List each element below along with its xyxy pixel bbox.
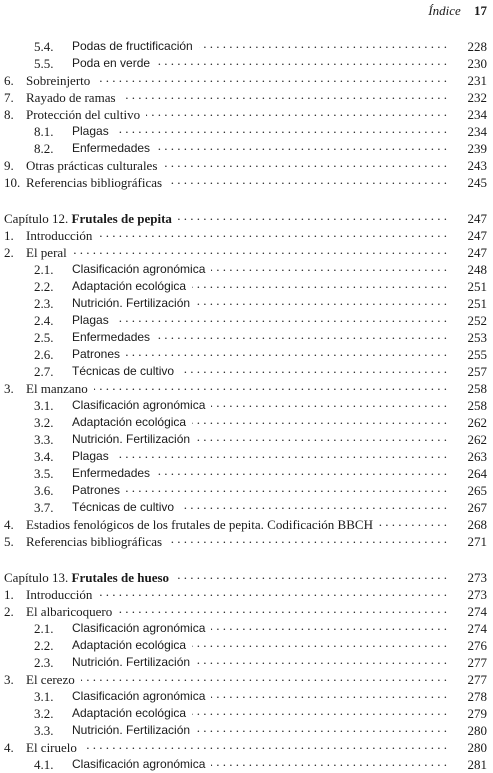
- leader-dots: [168, 171, 447, 188]
- entry-number: 3.6.: [34, 483, 54, 498]
- page-number: 263: [467, 449, 487, 464]
- page-number: 251: [467, 279, 487, 294]
- entry-number: 3.3.: [34, 723, 54, 738]
- entry-number: 3.4.: [34, 449, 54, 464]
- page-number: 248: [467, 262, 487, 277]
- entry-number: 7.: [4, 90, 14, 105]
- entry-number: 4.: [4, 517, 14, 532]
- page-header: [428, 3, 487, 19]
- leader-dots: [156, 326, 447, 343]
- entry-label: Estadios fenológicos de los frutales de pepita. Codificación BBCH: [26, 517, 373, 532]
- entry-number: 3.2.: [34, 706, 54, 721]
- page-number: 281: [467, 757, 487, 772]
- entry-label: Clasificación agronómica: [72, 621, 206, 635]
- leader-dots: [211, 258, 447, 275]
- page-number: 228: [467, 39, 487, 54]
- leader-dots: [163, 154, 447, 171]
- leader-dots: [211, 753, 447, 770]
- entry-number: 1.: [4, 228, 14, 243]
- page-number: 262: [467, 415, 487, 430]
- leader-dots: [156, 462, 447, 479]
- page-number: 262: [467, 432, 487, 447]
- entry-number: 2.7.: [34, 364, 54, 379]
- entry-label: Enfermedades: [72, 141, 151, 155]
- leader-dots: [156, 52, 447, 69]
- page-number: 268: [467, 517, 487, 532]
- page-number: 274: [467, 621, 487, 636]
- page-number: 247: [467, 228, 487, 243]
- entry-label: Adaptación ecológica: [72, 279, 187, 293]
- entry-number: 5.5.: [34, 56, 54, 71]
- leader-dots: [192, 702, 447, 719]
- leader-dots: [122, 86, 447, 103]
- page-number: 234: [467, 107, 487, 122]
- page-number: 230: [467, 56, 487, 71]
- leader-dots: [211, 394, 447, 411]
- entry-label: Nutrición. Fertilización: [72, 655, 191, 669]
- leader-dots: [115, 445, 447, 462]
- entry-number: 2.3.: [34, 655, 54, 670]
- page-number: 277: [467, 655, 487, 670]
- leader-dots: [379, 513, 447, 530]
- entry-number: 6.: [4, 73, 14, 88]
- leader-dots: [196, 651, 447, 668]
- entry-label: Otras prácticas culturales: [26, 158, 158, 173]
- leader-dots: [81, 668, 447, 685]
- page-number: 251: [467, 296, 487, 311]
- leader-dots: [192, 275, 447, 292]
- entry-label: Rayado de ramas: [26, 90, 116, 105]
- leader-dots: [211, 685, 447, 702]
- leader-dots: [180, 360, 447, 377]
- leader-dots: [115, 120, 447, 137]
- page-number: 258: [467, 398, 487, 413]
- entry-label: Patrones: [72, 347, 121, 361]
- entry-label: El cerezo: [26, 672, 75, 687]
- entry-label: Introducción: [26, 228, 93, 243]
- entry-label: Poda en verde: [72, 56, 151, 70]
- leader-dots: [211, 617, 447, 634]
- page-number: 277: [467, 672, 487, 687]
- leader-dots: [175, 566, 447, 583]
- entry-number: 3.: [4, 672, 14, 687]
- entry-label: El peral: [26, 245, 67, 260]
- leader-dots: [178, 207, 447, 224]
- entry-number: 1.: [4, 587, 14, 602]
- page-number: 278: [467, 689, 487, 704]
- entry-label: Plagas: [72, 313, 109, 327]
- entry-number: 4.1.: [34, 757, 54, 772]
- entry-label: Introducción: [26, 587, 93, 602]
- entry-label: El manzano: [26, 381, 88, 396]
- chapter-prefix: Capítulo 12.: [4, 211, 69, 226]
- leader-dots: [168, 530, 447, 547]
- entry-number: 3.: [4, 381, 14, 396]
- entry-number: 2.2.: [34, 279, 54, 294]
- chapter-title: Frutales de hueso: [71, 570, 170, 585]
- entry-label: Patrones: [72, 483, 121, 497]
- page-number: 258: [467, 381, 487, 396]
- entry-number: 3.5.: [34, 466, 54, 481]
- page-number: 276: [467, 638, 487, 653]
- entry-number: 5.: [4, 534, 14, 549]
- entry-label: Protección del cultivo: [26, 107, 141, 122]
- page-number: 245: [467, 175, 487, 190]
- leader-dots: [96, 69, 447, 86]
- entry-label: Nutrición. Fertilización: [72, 296, 191, 310]
- leader-dots: [180, 496, 447, 513]
- page-number: 252: [467, 313, 487, 328]
- leader-dots: [192, 411, 447, 428]
- table-of-contents: [0, 38, 493, 773]
- entry-number: 3.1.: [34, 689, 54, 704]
- entry-number: 2.: [4, 604, 14, 619]
- toc-subentry[interactable]: [0, 756, 493, 773]
- chapter-prefix: Capítulo 13.: [4, 570, 69, 585]
- page-number: 280: [467, 740, 487, 755]
- leader-dots: [83, 736, 447, 753]
- entry-label: Enfermedades: [72, 330, 151, 344]
- entry-label: Sobreinjerto: [26, 73, 91, 88]
- page-number: 257: [467, 364, 487, 379]
- leader-dots: [73, 241, 447, 258]
- leader-dots: [98, 224, 447, 241]
- header-page-number: 17: [474, 3, 487, 18]
- leader-dots: [98, 583, 447, 600]
- entry-number: 3.2.: [34, 415, 54, 430]
- entry-label: Referencias bibliográficas: [26, 175, 163, 190]
- leader-dots: [115, 309, 447, 326]
- page-number: 255: [467, 347, 487, 362]
- leader-dots: [199, 35, 447, 52]
- page-number: 279: [467, 706, 487, 721]
- leader-dots: [196, 428, 447, 445]
- page-number: 274: [467, 604, 487, 619]
- toc-entry[interactable]: [0, 533, 493, 550]
- entry-number: 8.: [4, 107, 14, 122]
- entry-label: El albaricoquero: [26, 604, 113, 619]
- entry-number: 10.: [4, 175, 21, 190]
- page-number: 271: [467, 534, 487, 549]
- entry-label: Adaptación ecológica: [72, 638, 187, 652]
- chapter-title: Frutales de pepita: [71, 211, 172, 226]
- leader-dots: [196, 719, 447, 736]
- entry-label: Enfermedades: [72, 466, 151, 480]
- entry-number: 3.7.: [34, 500, 54, 515]
- page-number: 231: [467, 73, 487, 88]
- entry-number: 2.6.: [34, 347, 54, 362]
- page-number: 253: [467, 330, 487, 345]
- page-number: 247: [467, 211, 487, 226]
- entry-number: 8.1.: [34, 124, 54, 139]
- entry-label: Nutrición. Fertilización: [72, 432, 191, 446]
- entry-number: 9.: [4, 158, 14, 173]
- header-title: Índice: [428, 3, 461, 18]
- entry-number: 5.4.: [34, 39, 54, 54]
- entry-number: 2.: [4, 245, 14, 260]
- entry-label: Referencias bibliográficas: [26, 534, 163, 549]
- leader-dots: [192, 634, 447, 651]
- entry-number: 2.1.: [34, 621, 54, 636]
- entry-number: 3.3.: [34, 432, 54, 447]
- entry-label: Nutrición. Fertilización: [72, 723, 191, 737]
- page-number: 243: [467, 158, 487, 173]
- entry-label: Técnicas de cultivo: [72, 500, 175, 514]
- leader-dots: [118, 600, 447, 617]
- entry-label: Adaptación ecológica: [72, 415, 187, 429]
- leader-dots: [126, 343, 447, 360]
- page-number: 239: [467, 141, 487, 156]
- entry-number: 2.2.: [34, 638, 54, 653]
- entry-label: Técnicas de cultivo: [72, 364, 175, 378]
- entry-label: Podas de fructificación: [72, 39, 193, 53]
- entry-label: Plagas: [72, 124, 109, 138]
- toc-entry[interactable]: [0, 174, 493, 191]
- page-number: 273: [467, 570, 487, 585]
- entry-number: 8.2.: [34, 141, 54, 156]
- entry-label: Clasificación agronómica: [72, 262, 206, 276]
- entry-label: Clasificación agronómica: [72, 689, 206, 703]
- entry-number: 3.1.: [34, 398, 54, 413]
- page-number: 264: [467, 466, 487, 481]
- entry-number: 2.3.: [34, 296, 54, 311]
- page-number: 280: [467, 723, 487, 738]
- page-number: 234: [467, 124, 487, 139]
- page-number: 265: [467, 483, 487, 498]
- entry-number: 2.1.: [34, 262, 54, 277]
- entry-number: 2.4.: [34, 313, 54, 328]
- page-number: 247: [467, 245, 487, 260]
- leader-dots: [156, 137, 447, 154]
- leader-dots: [126, 479, 447, 496]
- leader-dots: [94, 377, 447, 394]
- entry-label: Clasificación agronómica: [72, 757, 206, 771]
- entry-label: El ciruelo: [26, 740, 77, 755]
- entry-label: Plagas: [72, 449, 109, 463]
- leader-dots: [196, 292, 447, 309]
- page-number: 273: [467, 587, 487, 602]
- entry-number: 4.: [4, 740, 14, 755]
- entry-label: Clasificación agronómica: [72, 398, 206, 412]
- entry-number: 2.5.: [34, 330, 54, 345]
- leader-dots: [146, 103, 447, 120]
- page-number: 232: [467, 90, 487, 105]
- entry-label: Adaptación ecológica: [72, 706, 187, 720]
- page-number: 267: [467, 500, 487, 515]
